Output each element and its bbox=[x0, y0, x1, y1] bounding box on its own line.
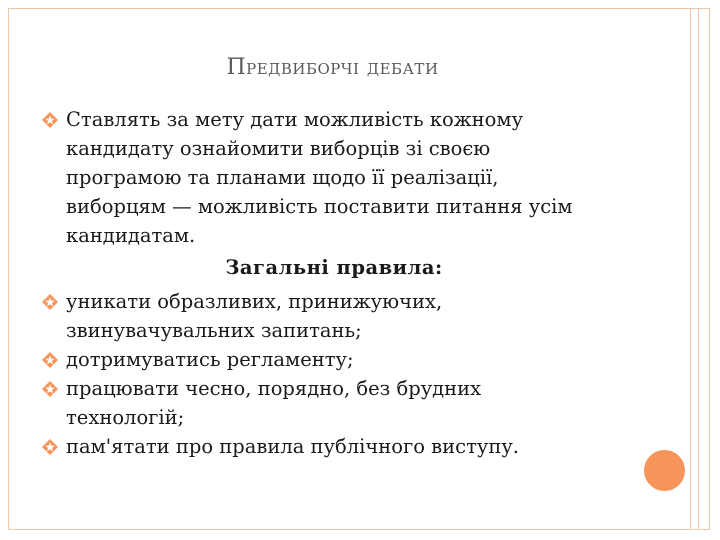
frame-line bbox=[690, 8, 691, 530]
list-item bbox=[42, 374, 602, 432]
list-item-text: працювати чесно, порядно, без брудних технологій; bbox=[66, 377, 482, 429]
list-item bbox=[42, 105, 602, 250]
list-item bbox=[42, 432, 602, 461]
list-item-text: уникати образливих, принижуючих, звинувачувальних запитань; bbox=[66, 290, 443, 342]
decorative-circle bbox=[642, 448, 687, 493]
star-diamond-icon bbox=[42, 352, 58, 368]
star-diamond-icon bbox=[42, 381, 58, 397]
slide-title: Предвиборчі дебати bbox=[226, 55, 439, 80]
list-item-text: Ставлять за мету дати можливість кожному кандидату ознайомити виборців зі своєю програмою та планами щодо її реалізації, виборцям — можливість поставити питання усім кандидатам. bbox=[66, 108, 573, 247]
star-diamond-icon bbox=[42, 439, 58, 455]
list-item bbox=[42, 345, 602, 374]
star-diamond-icon bbox=[42, 112, 58, 128]
subheading: Загальні правила: bbox=[225, 256, 443, 279]
frame-line bbox=[698, 8, 699, 530]
list-item-text: дотримуватись регламенту; bbox=[66, 348, 354, 371]
slide-content bbox=[42, 105, 602, 461]
list-item-text: пам'ятати про правила публічного виступу. bbox=[66, 435, 520, 458]
star-diamond-icon bbox=[42, 294, 58, 310]
list-item bbox=[42, 287, 602, 345]
